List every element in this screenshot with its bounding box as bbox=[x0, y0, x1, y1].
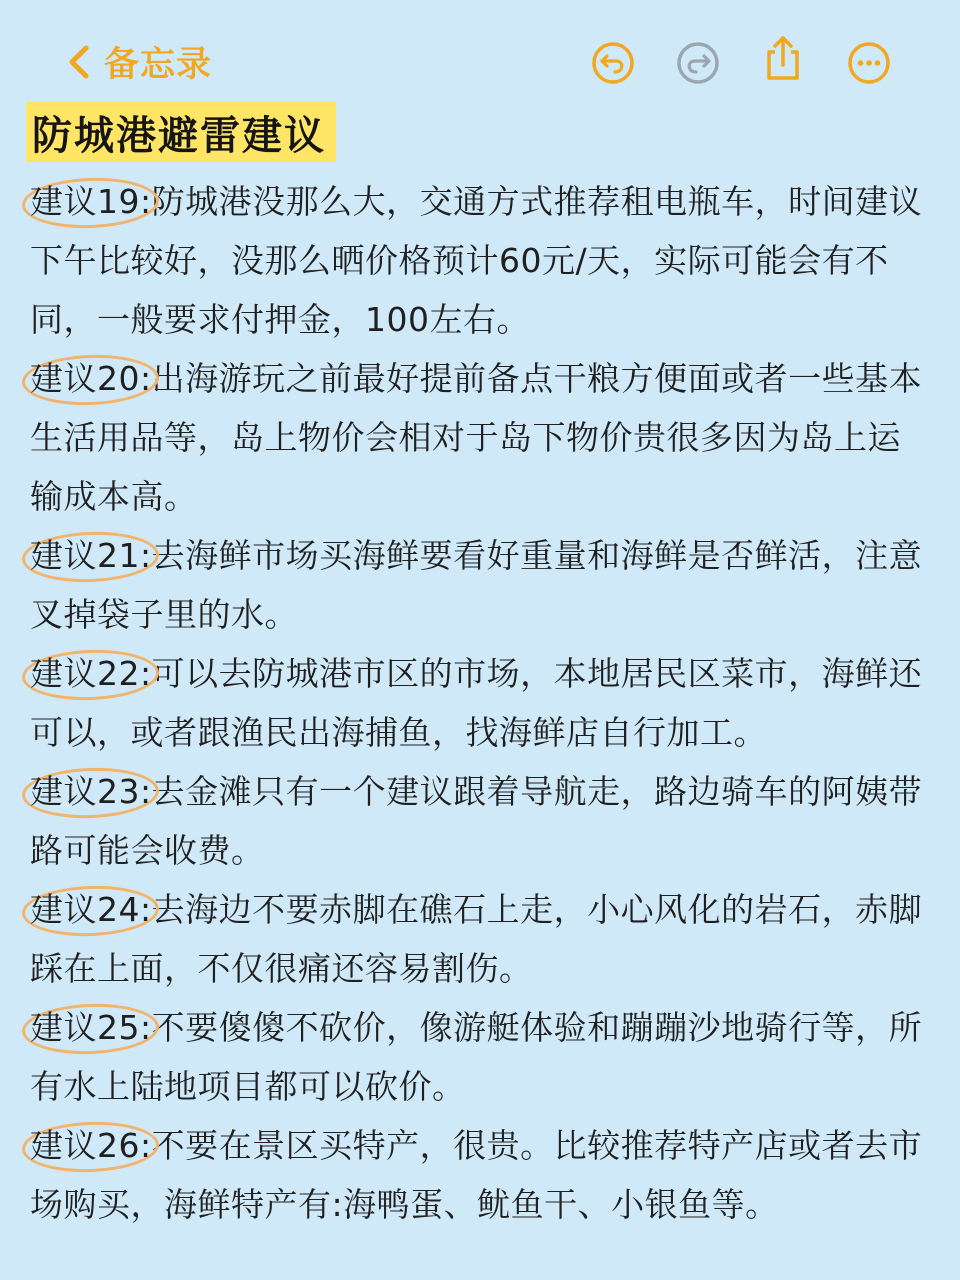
tip-label: 建议25: bbox=[30, 998, 152, 1057]
redo-icon[interactable] bbox=[675, 40, 721, 86]
tip-text: 出海游玩之前最好提前备点干粮方便面或者一些基本生活用品等，岛上物价会相对于岛下物价贵很多因为岛上运输成本高。 bbox=[30, 359, 923, 516]
back-button[interactable] bbox=[62, 36, 212, 88]
more-icon[interactable] bbox=[846, 40, 892, 86]
chevron-left-icon bbox=[62, 40, 96, 84]
note-title: 防城港避雷建议 bbox=[32, 112, 326, 159]
note-body[interactable] bbox=[30, 172, 930, 1234]
tip-label: 建议20: bbox=[30, 349, 152, 408]
tip-label: 建议26: bbox=[30, 1116, 152, 1175]
tip-label: 建议22: bbox=[30, 644, 152, 703]
tip-label: 建议24: bbox=[30, 880, 152, 939]
share-icon[interactable] bbox=[760, 34, 806, 84]
tip-label: 建议19: bbox=[30, 172, 152, 231]
undo-icon[interactable] bbox=[590, 40, 636, 86]
tip-text: 去海鲜市场买海鲜要看好重量和海鲜是否鲜活，注意叉掉袋子里的水。 bbox=[30, 536, 923, 634]
tip-24 bbox=[30, 880, 930, 998]
tip-21 bbox=[30, 526, 930, 644]
back-label: 备忘录 bbox=[104, 45, 213, 85]
tip-20 bbox=[30, 349, 930, 526]
tip-22 bbox=[30, 644, 930, 762]
tip-19 bbox=[30, 172, 930, 349]
tip-text: 不要在景区买特产，很贵。比较推荐特产店或者去市场购买，海鲜特产有:海鸭蛋、鱿鱼干、小银鱼等。 bbox=[30, 1126, 923, 1224]
tip-25 bbox=[30, 998, 930, 1116]
tip-text: 去金滩只有一个建议跟着导航走，路边骑车的阿姨带路可能会收费。 bbox=[30, 772, 923, 870]
note-title-highlight bbox=[26, 102, 336, 162]
tip-text: 不要傻傻不砍价，像游艇体验和蹦蹦沙地骑行等，所有水上陆地项目都可以砍价。 bbox=[30, 1008, 923, 1106]
tip-text: 去海边不要赤脚在礁石上走，小心风化的岩石，赤脚踩在上面，不仅很痛还容易割伤。 bbox=[30, 890, 923, 988]
tip-text: 可以去防城港市区的市场，本地居民区菜市，海鲜还可以，或者跟渔民出海捕鱼，找海鲜店自行加工。 bbox=[30, 654, 923, 752]
tip-text: 防城港没那么大，交通方式推荐租电瓶车，时间建议下午比较好，没那么晒价格预计60元/天，实际可能会有不同，一般要求付押金，100左右。 bbox=[30, 182, 923, 339]
navigation-bar bbox=[0, 0, 960, 110]
tip-23 bbox=[30, 762, 930, 880]
tip-label: 建议23: bbox=[30, 762, 152, 821]
tip-label: 建议21: bbox=[30, 526, 152, 585]
tip-26 bbox=[30, 1116, 930, 1234]
